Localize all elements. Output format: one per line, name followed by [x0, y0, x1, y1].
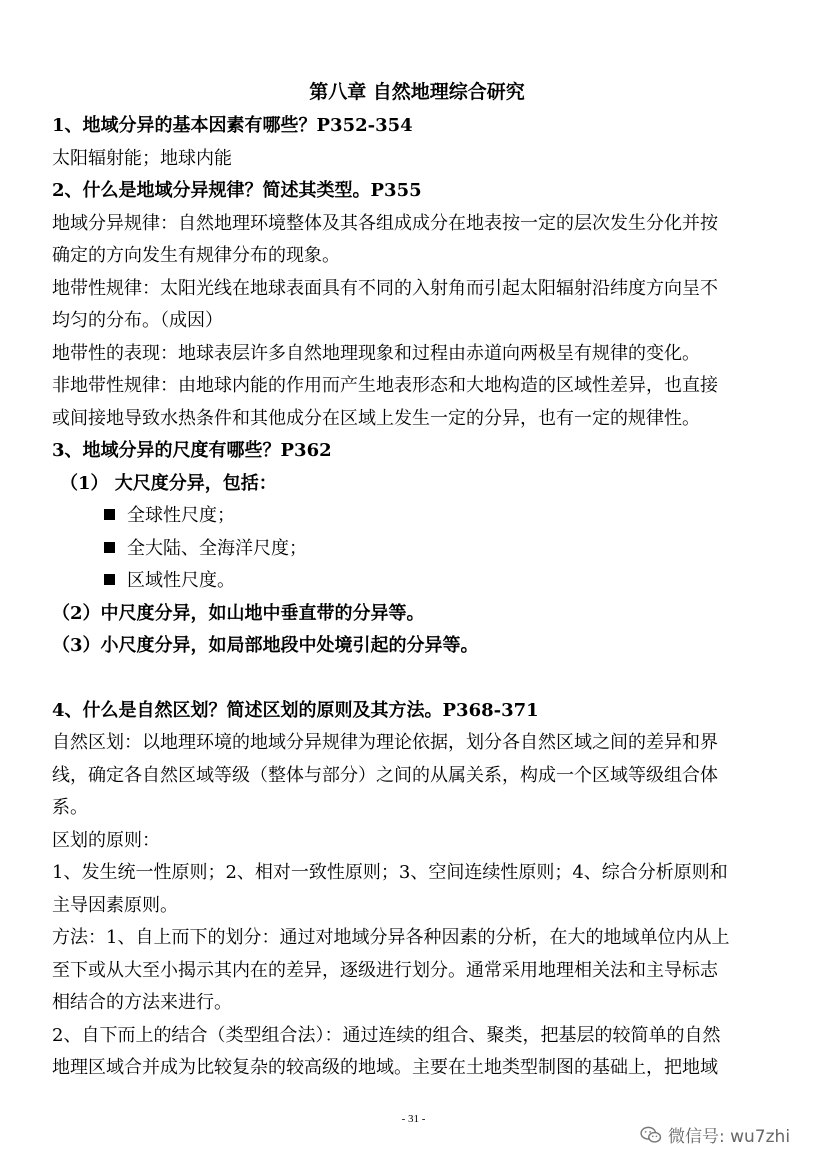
watermark-text: 微信号: wu7zhi [668, 1127, 791, 1147]
answer-4-line-3: 系。 [52, 797, 88, 818]
scale-bullet-2: 全大陆、全海洋尺度； [52, 533, 782, 566]
answer-4-line-7: 方法：1、自上而下的划分：通过对地域分异各种因素的分析，在大的地域单位内从上 [52, 927, 730, 948]
answer-4-line-8: 至下或从大至小揭示其内在的差异，逐级进行划分。通常采用地理相关法和主导标志 [52, 959, 718, 981]
answer-2-line-5: 地带性的表现：地球表层许多自然地理现象和过程由赤道向两极呈有规律的变化。 [52, 342, 700, 364]
paragraph-gap [52, 663, 782, 695]
scale-item-2: （2）中尺度分异，如山地中垂直带的分异等。 [52, 602, 425, 624]
answer-2-line-3: 地带性规律：太阳光线在地球表面具有不同的入射角而引起太阳辐射沿纬度方向呈不 [52, 277, 718, 299]
answer-4-line-9: 相结合的方法来进行。 [52, 992, 232, 1013]
scale-item-1: （1） 大尺度分异，包括： [60, 472, 277, 494]
answer-4-line-4: 区划的原则： [52, 829, 160, 851]
square-bullet-icon [104, 574, 115, 585]
answer-2-line-7: 或间接地导致水热条件和其他成分在区域上发生一定的分异，也有一定的规律性。 [52, 407, 700, 429]
question-1: 1、地域分异的基本因素有哪些？P352-354 [52, 115, 413, 136]
scale-bullet-1: 全球性尺度； [52, 500, 782, 533]
question-3: 3、地域分异的尺度有哪些？P362 [52, 440, 332, 461]
answer-1: 太阳辐射能；地球内能 [52, 147, 232, 169]
document-page [52, 78, 782, 1085]
answer-4-line-11: 地理区域合并成为比较复杂的较高级的地域。主要在土地类型制图的基础上，把地域 [52, 1057, 718, 1078]
watermark [640, 1122, 790, 1147]
answer-2-line-2: 确定的方向发生有规律分布的现象。 [52, 245, 340, 266]
square-bullet-icon [104, 542, 115, 553]
square-bullet-icon [104, 509, 115, 520]
question-4: 4、什么是自然区划？简述区划的原则及其方法。P368-371 [52, 699, 539, 721]
chapter-title: 第八章 自然地理综合研究 [309, 81, 525, 103]
answer-4-line-10: 2、自下而上的结合（类型组合法）：通过连续的组合、聚类，把基层的较简单的自然 [52, 1024, 721, 1046]
answer-4-line-5: 1、发生统一性原则；2、相对一致性原则；3、空间连续性原则；4、综合分析原则和 [52, 862, 728, 883]
answer-2-line-1: 地域分异规律：自然地理环境整体及其各组成成分在地表按一定的层次发生分化并按 [52, 212, 718, 234]
answer-2-line-4: 均匀的分布。（成因） [52, 310, 223, 331]
page-number: - 31 - [401, 1113, 426, 1125]
wechat-icon [640, 1126, 662, 1144]
scale-item-3: （3）小尺度分异，如局部地段中处境引起的分异等。 [52, 635, 479, 656]
answer-4-line-1: 自然区划：以地理环境的地域分异规律为理论依据，划分各自然区域之间的差异和界 [52, 732, 718, 753]
scale-bullet-3: 区域性尺度。 [52, 565, 782, 598]
answer-4-line-2: 线，确定各自然区域等级（整体与部分）之间的从属关系，构成一个区域等级组合体 [52, 764, 718, 786]
question-2: 2、什么是地域分异规律？简述其类型。P355 [52, 180, 422, 201]
answer-4-line-6: 主导因素原则。 [52, 894, 178, 916]
answer-2-line-6: 非地带性规律：由地球内能的作用而产生地表形态和大地构造的区域性差异，也直接 [52, 375, 718, 396]
